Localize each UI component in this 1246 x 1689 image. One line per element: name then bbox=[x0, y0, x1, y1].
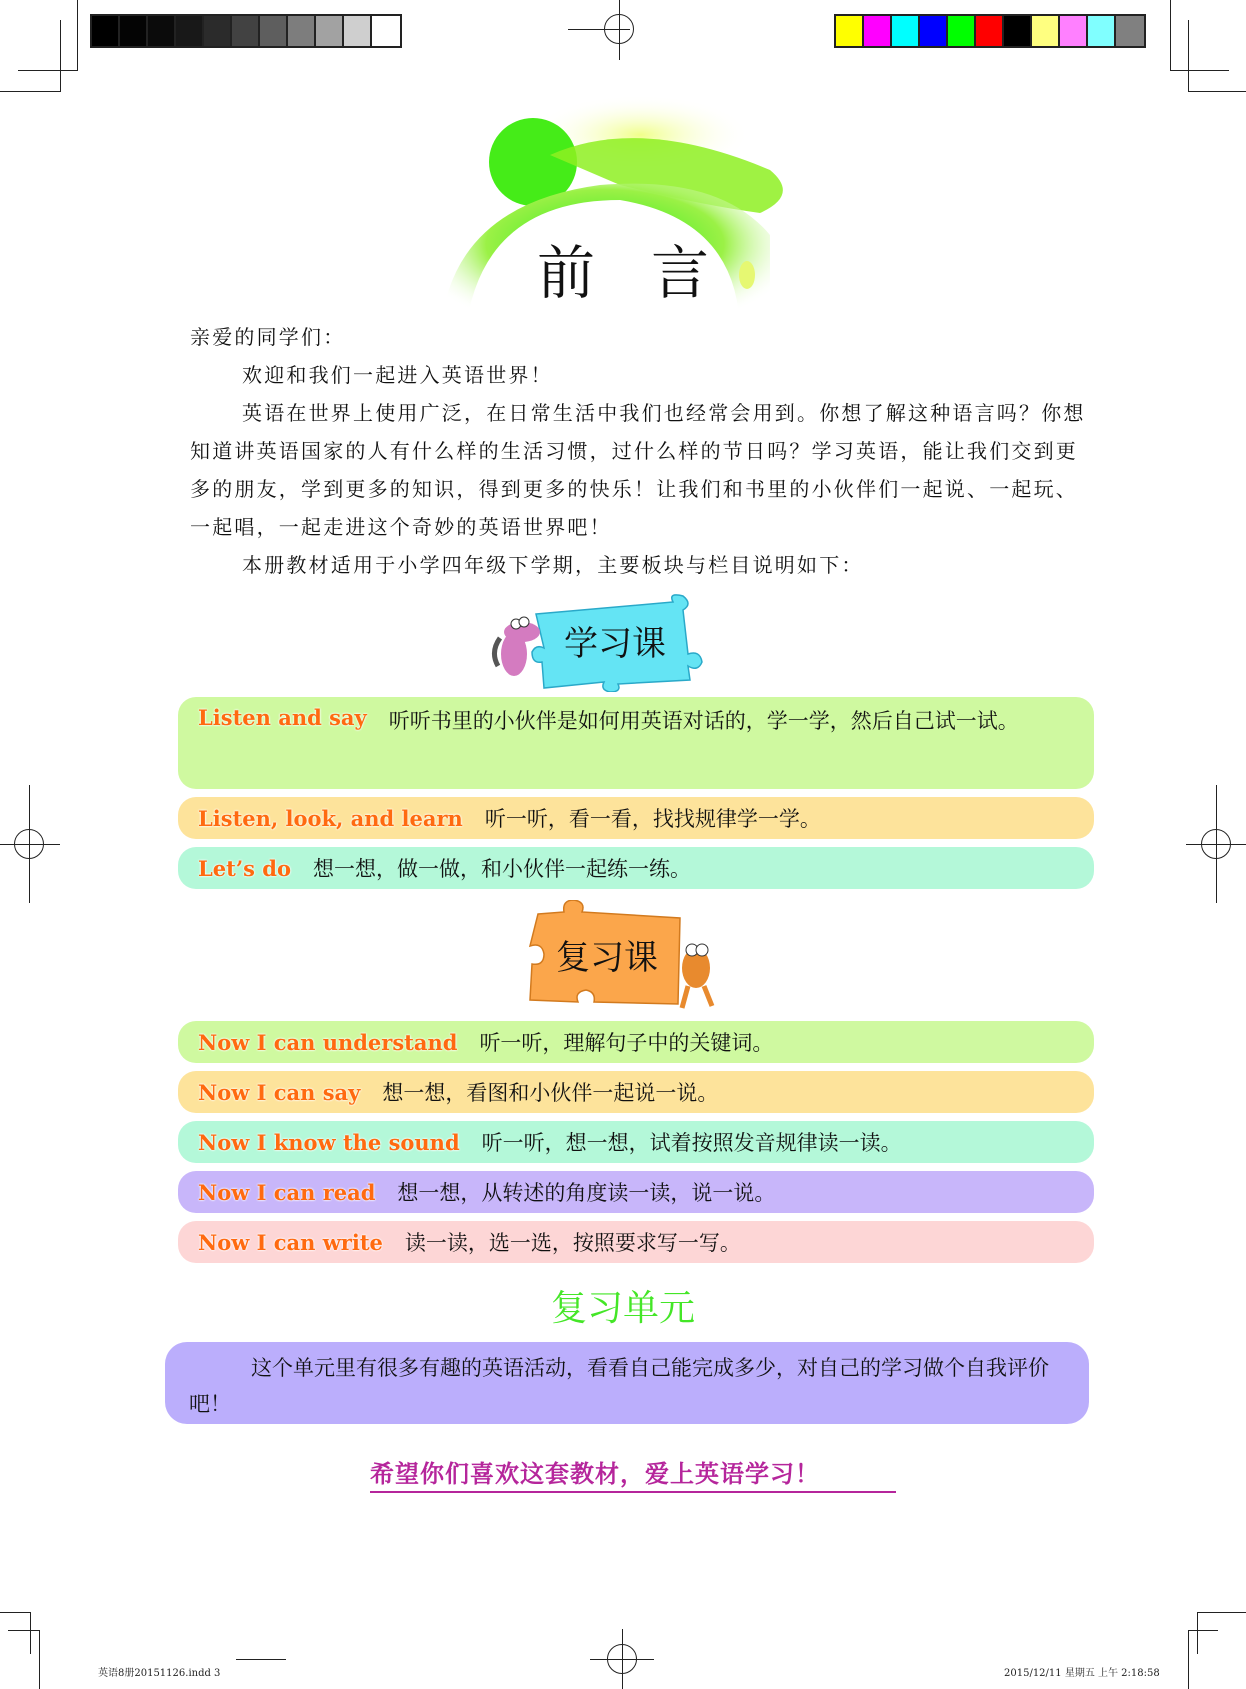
color-swatch bbox=[1032, 16, 1060, 46]
intro-paragraph: 英语在世界上使用广泛，在日常生活中我们也经常会用到。你想了解这种语言吗？你想知道讲英语国家的人有什么样的生活习惯，过什么样的节日吗？学习英语，能让我们交到更多的朋友，学到更多的知识，得到更多的快乐！让我们和书里的小伙伴们一起说、一起玩、一起唱，一起走进这个奇妙的英语世界吧！ bbox=[190, 401, 1086, 539]
color-swatch bbox=[1088, 16, 1116, 46]
color-swatch bbox=[864, 16, 892, 46]
page-title: 前言 bbox=[536, 239, 765, 307]
review-section-header bbox=[512, 900, 732, 1012]
color-swatch bbox=[176, 16, 204, 46]
color-swatch bbox=[120, 16, 148, 46]
footer-filename: 英语8册20151126.indd 3 bbox=[98, 1668, 221, 1679]
review-item-now-i-can-understand bbox=[178, 1021, 1094, 1063]
item-title: Let’s do bbox=[198, 855, 291, 881]
item-title: Listen and say bbox=[198, 705, 367, 730]
color-swatch bbox=[344, 16, 372, 46]
color-swatch bbox=[260, 16, 288, 46]
color-bar bbox=[834, 14, 1146, 48]
color-swatch bbox=[920, 16, 948, 46]
scope-line: 本册教材适用于小学四年级下学期，主要板块与栏目说明如下： bbox=[242, 553, 864, 577]
review-section-label: 复习课 bbox=[556, 937, 658, 978]
salutation: 亲爱的同学们： bbox=[190, 325, 346, 349]
study-section-label: 学习课 bbox=[564, 623, 666, 664]
color-swatch bbox=[892, 16, 920, 46]
item-description: 读一读，选一选，按照要求写一写。 bbox=[404, 1231, 741, 1255]
review-item-now-i-can-write bbox=[178, 1221, 1094, 1263]
item-title: Now I can understand bbox=[198, 1029, 458, 1055]
welcome-line: 欢迎和我们一起进入英语世界！ bbox=[242, 363, 553, 387]
color-swatch bbox=[92, 16, 120, 46]
item-title: Listen, look, and learn bbox=[198, 805, 463, 831]
intro-text bbox=[190, 318, 1090, 584]
study-item-listen-look-learn bbox=[178, 797, 1094, 839]
item-description: 听一听，看一看，找找规律学一学。 bbox=[484, 807, 821, 831]
item-description: 想一想，看图和小伙伴一起说一说。 bbox=[382, 1081, 719, 1105]
color-swatch bbox=[372, 16, 400, 46]
item-description: 听听书里的小伙伴是如何用英语对话的，学一学，然后自己试一试。 bbox=[388, 709, 1019, 733]
review-unit-title: 复习单元 bbox=[550, 1288, 695, 1329]
grayscale-bar bbox=[90, 14, 402, 48]
color-swatch bbox=[1116, 16, 1144, 46]
color-swatch bbox=[1004, 16, 1032, 46]
color-swatch bbox=[948, 16, 976, 46]
review-item-now-i-can-say bbox=[178, 1071, 1094, 1113]
color-swatch bbox=[204, 16, 232, 46]
item-description: 听一听，想一想，试着按照发音规律读一读。 bbox=[481, 1131, 902, 1155]
item-description: 听一听，理解句子中的关键词。 bbox=[479, 1031, 774, 1055]
item-description: 想一想，从转述的角度读一读，说一说。 bbox=[397, 1181, 776, 1205]
footer-timestamp: 2015/12/11 星期五 上午 2:18:58 bbox=[1004, 1668, 1160, 1679]
review-item-now-i-can-read bbox=[178, 1171, 1094, 1213]
item-title: Now I can write bbox=[198, 1229, 383, 1255]
review-unit-box bbox=[165, 1342, 1089, 1424]
review-unit-text: 这个单元里有很多有趣的英语活动，看看自己能完成多少，对自己的学习做个自我评价吧！ bbox=[189, 1356, 1049, 1416]
color-swatch bbox=[976, 16, 1004, 46]
color-swatch bbox=[288, 16, 316, 46]
color-swatch bbox=[232, 16, 260, 46]
item-title: Now I know the sound bbox=[198, 1129, 460, 1155]
item-description: 想一想，做一做，和小伙伴一起练一练。 bbox=[312, 857, 691, 881]
study-section-header bbox=[488, 592, 708, 692]
closing-message: 希望你们喜欢这套教材，爱上英语学习！ bbox=[370, 1454, 896, 1493]
review-item-now-i-know-the-sound bbox=[178, 1121, 1094, 1163]
color-swatch bbox=[148, 16, 176, 46]
item-title: Now I can read bbox=[198, 1179, 376, 1205]
item-title: Now I can say bbox=[198, 1079, 361, 1105]
color-swatch bbox=[1060, 16, 1088, 46]
color-swatch bbox=[836, 16, 864, 46]
color-swatch bbox=[316, 16, 344, 46]
study-item-listen-and-say bbox=[178, 697, 1094, 789]
study-item-lets-do bbox=[178, 847, 1094, 889]
